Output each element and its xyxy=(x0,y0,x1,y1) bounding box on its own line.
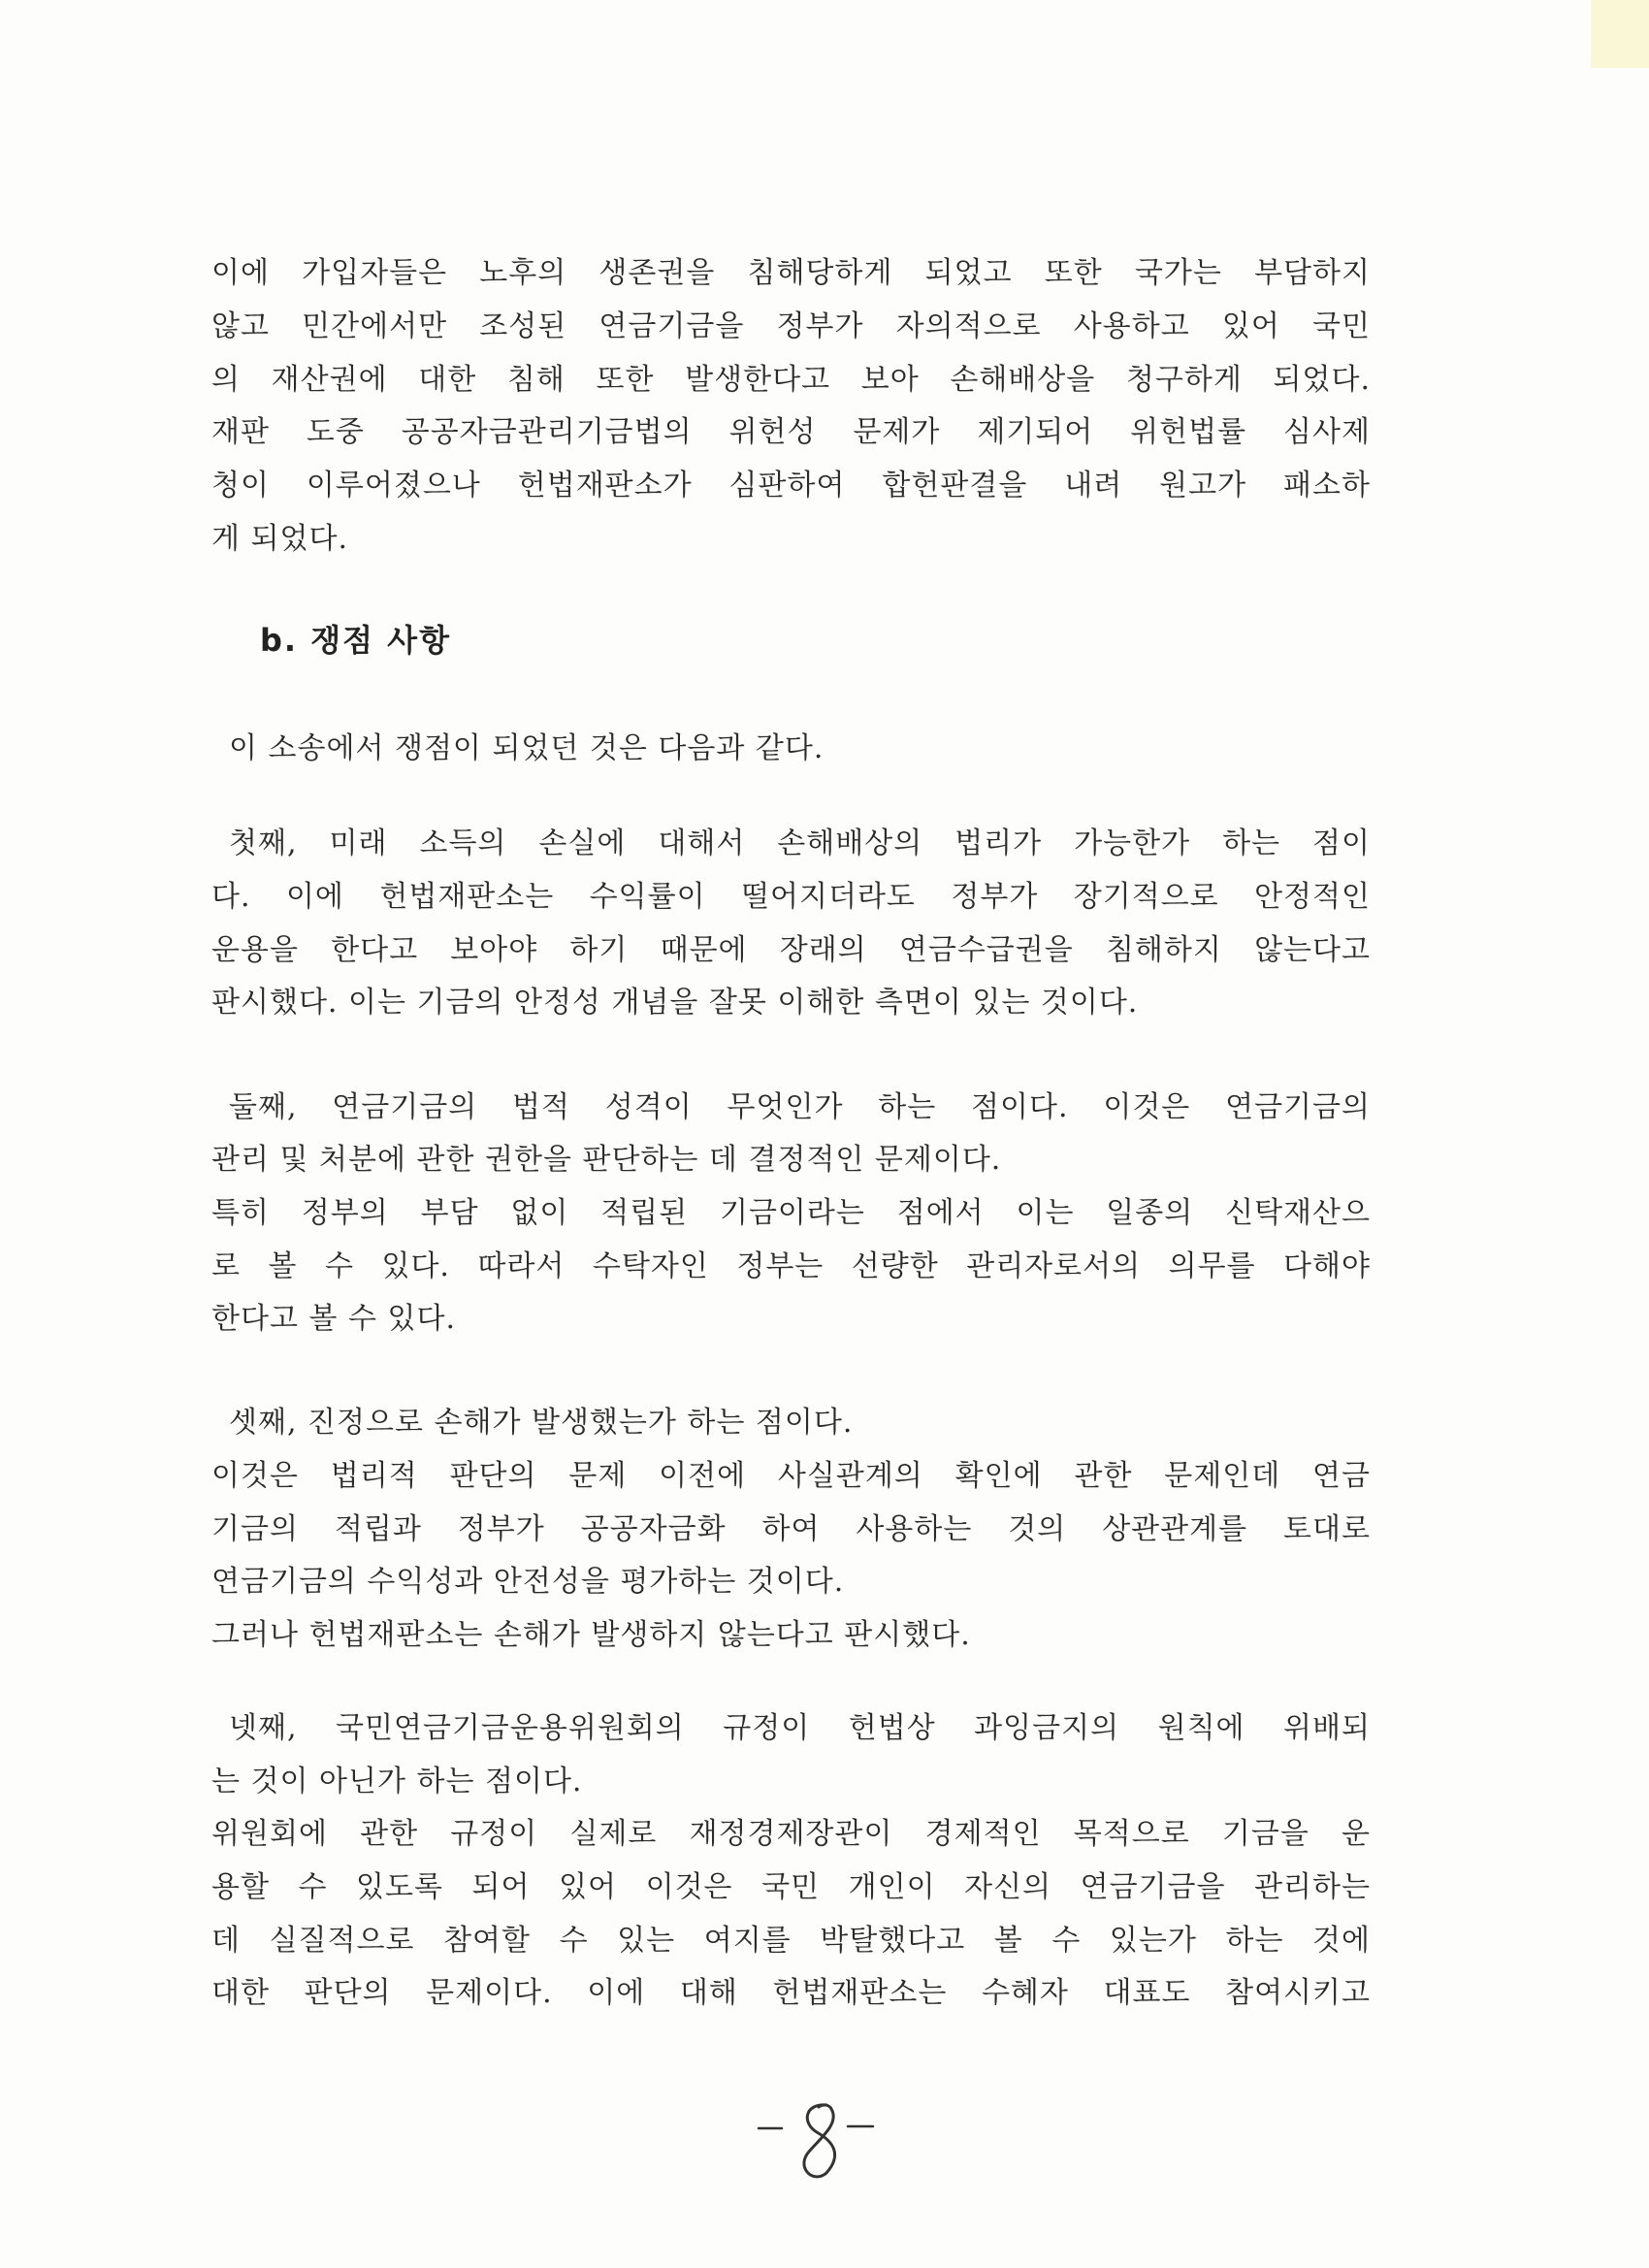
text-line: 용할 수 있도록 되어 있어 이것은 국민 개인이 자신의 연금기금을 관리하는 xyxy=(211,1870,1371,1904)
text-line: 의 재산권에 대한 침해 또한 발생한다고 보아 손해배상을 청구하게 되었다. xyxy=(211,363,1371,397)
scan-corner-tint xyxy=(1591,0,1649,68)
text-line: 기금의 적립과 정부가 공공자금화 하여 사용하는 것의 상관관계를 토대로 xyxy=(211,1512,1371,1546)
text-line: 넷째, 국민연금기금운용위원회의 규정이 헌법상 과잉금지의 원칙에 위배되 xyxy=(229,1711,1371,1745)
text-line: 데 실질적으로 참여할 수 있는 여지를 박탈했다고 볼 수 있는가 하는 것에 xyxy=(211,1924,1371,1958)
text-line: 그러나 헌법재판소는 손해가 발생하지 않는다고 판시했다. xyxy=(211,1618,971,1652)
text-line: 연금기금의 수익성과 안전성을 평가하는 것이다. xyxy=(211,1565,845,1599)
text-line: 첫째, 미래 소득의 손실에 대해서 손해배상의 법리가 가능한가 하는 점이 xyxy=(229,826,1371,860)
text-line: 않고 민간에서만 조성된 연금기금을 정부가 자의적으로 사용하고 있어 국민 xyxy=(211,309,1371,343)
text-line: 한다고 볼 수 있다. xyxy=(211,1302,457,1336)
text-line: 이에 가입자들은 노후의 생존권을 침해당하게 되었고 또한 국가는 부담하지 xyxy=(211,256,1371,290)
page-number-text xyxy=(737,2095,912,2183)
text-line: 판시했다. 이는 기금의 안정성 개념을 잘못 이해한 측면이 있는 것이다. xyxy=(211,986,1139,1020)
text-line: 재판 도중 공공자금관리기금법의 위헌성 문제가 제기되어 위헌법률 심사제 xyxy=(211,415,1371,449)
text-line: 위원회에 관한 규정이 실제로 재정경제장관이 경제적인 목적으로 기금을 운 xyxy=(211,1817,1371,1851)
section-heading: b. 쟁점 사항 xyxy=(260,622,451,659)
text-line: 로 볼 수 있다. 따라서 수탁자인 정부는 선량한 관리자로서의 의무를 다해야 xyxy=(211,1249,1371,1283)
intro-line: 이 소송에서 쟁점이 되었던 것은 다음과 같다. xyxy=(229,731,824,765)
text-line: 운용을 한다고 보아야 하기 때문에 장래의 연금수급권을 침해하지 않는다고 xyxy=(211,933,1371,967)
text-line: 관리 및 처분에 관한 권한을 판단하는 데 결정적인 문제이다. xyxy=(211,1143,1002,1177)
text-line: 는 것이 아닌가 하는 점이다. xyxy=(211,1765,583,1798)
text-line: 대한 판단의 문제이다. 이에 대해 헌법재판소는 수혜자 대표도 참여시키고 xyxy=(211,1976,1371,2010)
text-line: 청이 이루어졌으나 헌법재판소가 심판하여 합헌판결을 내려 원고가 패소하 xyxy=(211,469,1371,502)
text-line: 이것은 법리적 판단의 문제 이전에 사실관계의 확인에 관한 문제인데 연금 xyxy=(211,1459,1371,1493)
text-line: 게 되었다. xyxy=(211,522,348,556)
text-line: 다. 이에 헌법재판소는 수익률이 떨어지더라도 정부가 장기적으로 안정적인 xyxy=(211,880,1371,914)
text-line: 특히 정부의 부담 없이 적립된 기금이라는 점에서 이는 일종의 신탁재산으 xyxy=(211,1196,1371,1230)
text-line: 둘째, 연금기금의 법적 성격이 무엇인가 하는 점이다. 이것은 연금기금의 xyxy=(229,1090,1371,1124)
page-number xyxy=(737,2095,912,2183)
text-line: 셋째, 진정으로 손해가 발생했는가 하는 점이다. xyxy=(229,1406,854,1440)
